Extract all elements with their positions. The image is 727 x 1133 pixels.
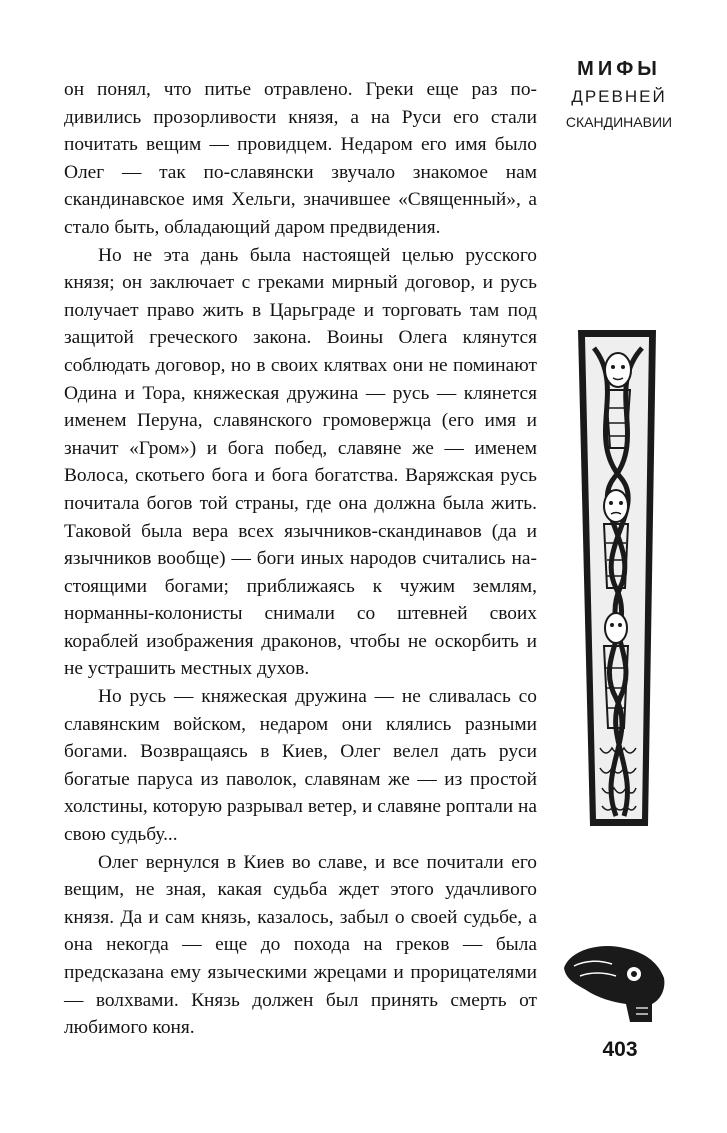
body-text bbox=[64, 76, 537, 1042]
paragraph-3: Но русь — княжеская дружина — не сливалась со славянским войском, недаром они клялись разными богами. Возвращаясь в Киев, Олег велел дать руси богатые паруса из паволок, славянам же — из простой холстины, которую разрывал ветер, и славяне роптали на свою судьбу... bbox=[64, 686, 537, 846]
carved-panel-illustration bbox=[576, 328, 658, 828]
running-head-line3: СКАНДИНАВИИ bbox=[565, 114, 673, 130]
running-head-line1: МИФЫ bbox=[577, 58, 661, 80]
page-number: 403 bbox=[602, 1038, 638, 1061]
dragon-head-ornament bbox=[560, 938, 668, 1026]
paragraph-4: Олег вернулся в Киев во славе, и все почитали его вещим, не зная, какая судьба ждет этого удачливого князя. Да и сам князь, казалось, забыл о своей судьбе, а она некогда — еще до похода на греков — была предсказана ему языческими жрецами и прорицателями — волхвами. Князь должен был принять смерть от любимого коня. bbox=[64, 851, 537, 1039]
running-head-line2: ДРЕВНЕЙ bbox=[571, 87, 667, 106]
paragraph-1: он понял, что питье отравлено. Греки еще раз подивились прозорливости князя, а на Руси его стали почитать вещим — провидцем. Недаром его имя было Олег — так по-славянски звучало знакомое нам скандинавское имя Хельги, значившее «Священный», а стало быть, обладающий даром предвидения. bbox=[64, 79, 537, 238]
running-head bbox=[564, 56, 674, 132]
paragraph-2: Но не эта дань была настоящей целью русского князя; он заключает с греками мирный договор, и русь получает право жить в Царьграде и торговать там под защитой греческого закона. Воины Олега клянутся соблюдать договор, но в своих клятвах они не поминают Одина и Тора, княжеская дружина — русь — клянется именем Перуна, славянского громовержца (его имя и значит «Гром») и бога побед, славяне же — именем Волоса, скотьего бога и бога богатства. Варяжская русь почитала богов той страны, где она должна была жить. Таковой была вера всех язычников-скандинавов (да и язычников вообще) — боги иных народов считались настоящими богами; приближаясь к чужим землям, норманны-колонисты снимали со штевней своих кораблей изображения драконов, чтобы не оскорбить и не устрашить местных духов. bbox=[64, 244, 537, 680]
